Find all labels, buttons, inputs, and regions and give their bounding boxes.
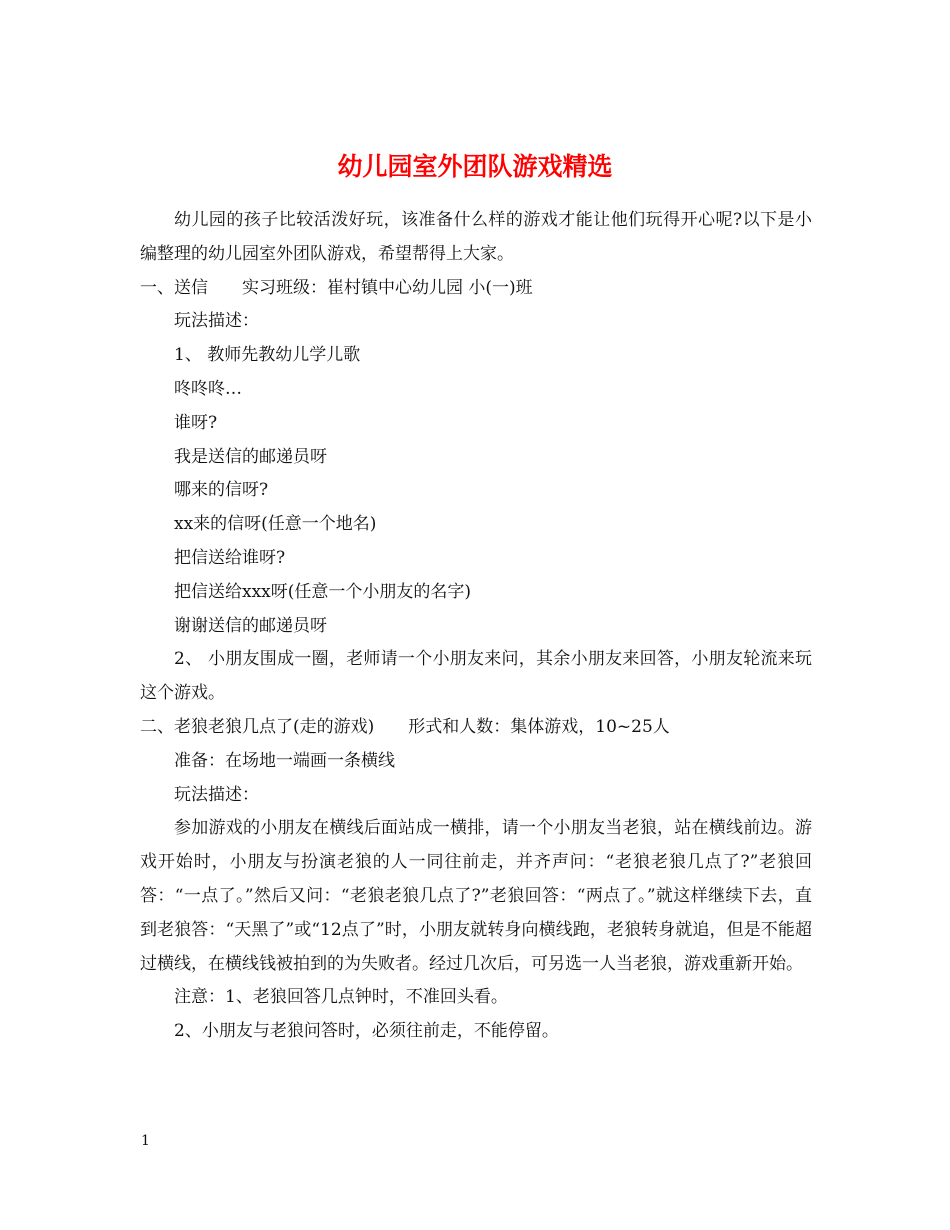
body-paragraph: 参加游戏的小朋友在横线后面站成一横排，请一个小朋友当老狼，站在横线前边。游戏开始时，小朋友与扮演老狼的人一同往前走，并齐声问：“老狼老狼几点了?”老狼回答：“一点了。”然后又问：“老狼老狼几点了?”老狼回答：“两点了。”就这样继续下去，直到老狼答：“天黑了”或“12点了”时，小朋友就转身向横线跑，老狼转身就追，但是不能超过横线，在横线钱被拍到的为失败者。经过几次后，可另选一人当老狼，游戏重新开始。 bbox=[140, 818, 812, 974]
body-paragraph: 2、 小朋友围成一圈，老师请一个小朋友来问，其余小朋友来回答，小朋友轮流来玩这个游戏。 bbox=[140, 649, 812, 704]
rhyme-line: 我是送信的邮递员呀 bbox=[174, 446, 327, 467]
rhyme-line: xx来的信呀(任意一个地名) bbox=[174, 514, 377, 535]
body-line: 准备：在场地一端画一条横线 bbox=[174, 750, 395, 771]
rhyme-line: 哪来的信呀? bbox=[174, 480, 269, 501]
body-line: 2、小朋友与老狼问答时，必须往前走，不能停留。 bbox=[174, 1021, 559, 1042]
rhyme-line: 谁呀? bbox=[174, 412, 218, 433]
body-line: 1、 教师先教幼儿学儿歌 bbox=[174, 345, 361, 366]
body-line: 注意：1、老狼回答几点钟时，不准回头看。 bbox=[174, 987, 508, 1008]
document-title: 幼儿园室外团队游戏精选 bbox=[337, 151, 613, 181]
section-heading-2: 二、老狼老狼几点了(走的游戏) 形式和人数：集体游戏，10~25人 bbox=[140, 716, 670, 737]
document-body bbox=[140, 204, 812, 1049]
rhyme-line: 把信送给谁呀? bbox=[174, 547, 286, 568]
body-line: 玩法描述： bbox=[174, 784, 259, 805]
rhyme-line: 谢谢送信的邮递员呀 bbox=[174, 615, 327, 636]
body-line: 玩法描述： bbox=[174, 311, 259, 332]
rhyme-line: 咚咚咚… bbox=[174, 378, 242, 399]
rhyme-line: 把信送给xxx呀(任意一个小朋友的名字) bbox=[174, 581, 472, 602]
section-heading-1: 一、送信 实习班级：崔村镇中心幼儿园 小(一)班 bbox=[140, 277, 533, 298]
page-number: 1 bbox=[141, 1133, 150, 1149]
intro-paragraph: 幼儿园的孩子比较活泼好玩，该准备什么样的游戏才能让他们玩得开心呢?以下是小编整理的幼儿园室外团队游戏，希望帮得上大家。 bbox=[140, 210, 812, 264]
